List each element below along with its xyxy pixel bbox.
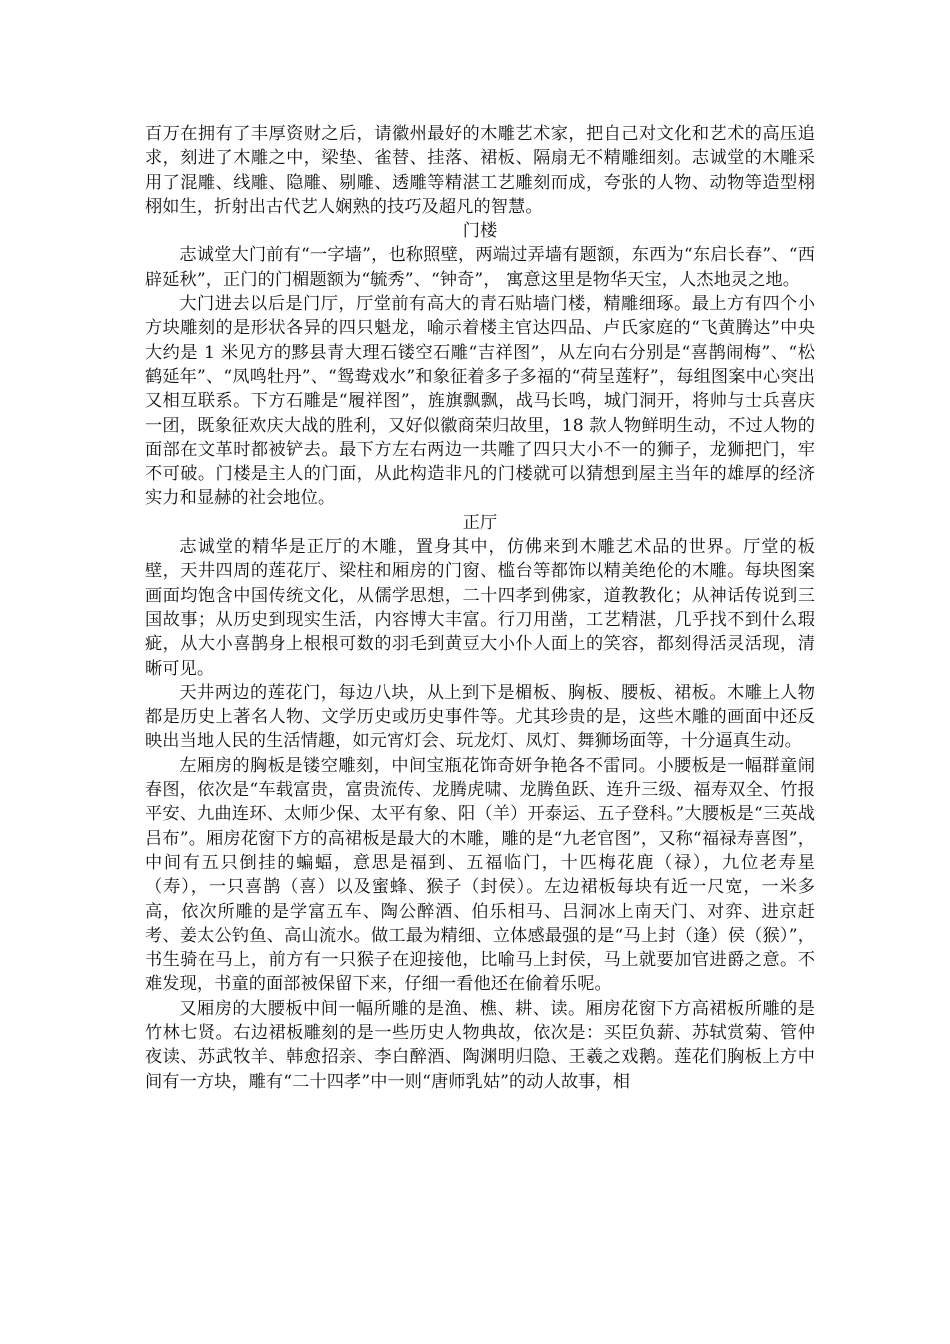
zhengting-paragraph-1: 志诚堂的精华是正厅的木雕，置身其中，仿佛来到木雕艺术品的世界。厅堂的板壁，天井四周的莲花厅、梁柱和厢房的门窗、槛台等都饰以精美绝伦的木雕。每块图案画面均饱含中国传统文化，从儒学思想，二十四孝到佛家，道教教化；从神话传说到三国故事；从历史到现实生活，内容博大丰富。行刀用凿，工艺精湛，几乎找不到什么瑕疵，从大小喜鹊身上根根可数的羽毛到黄豆大小仆人面上的笑容，都刻得活灵活现，清晰可见。 (145, 537, 815, 679)
section-heading-zhengting: 正厅 (462, 512, 498, 533)
intro-paragraph: 百万在拥有了丰厚资财之后，请徽州最好的木雕艺术家，把自己对文化和艺术的高压追求，刻进了木雕之中，梁垫、雀替、挂落、裙板、隔扇无不精雕细刻。志诚堂的木雕采用了混雕、线雕、隐雕、剔雕、透雕等精湛工艺雕刻而成，夸张的人物、动物等造型栩栩如生，折射出古代艺人娴熟的技巧及超凡的智慧。 (145, 124, 815, 217)
document-page (145, 122, 815, 1094)
zhengting-paragraph-3: 左厢房的胸板是镂空雕刻，中间宝瓶花饰奇妍争艳各不雷同。小腰板是一幅群童闹春图，依次是“车载富贵，富贵流传、龙腾虎啸、龙腾鱼跃、连升三级、福寿双全、竹报平安、九曲连环、太师少保、太平有象、阳（羊）开泰运、五子登科。”大腰板是“三英战吕布”。厢房花窗下方的高裙板是最大的木雕，雕的是“九老官图”，又称“福禄寿喜图”，中间有五只倒挂的蝙蝠，意思是福到、五福临门，十匹梅花鹿（禄），九位老寿星（寿），一只喜鹊（喜）以及蜜蜂、猴子（封侯）。左边裙板每块有近一尺宽，一米多高，依次所雕的是学富五车、陶公醉酒、伯乐相马、吕洞冰上南天门、对弈、进京赶考、姜太公钓鱼、高山流水。做工最为精细、立体感最强的是“马上封（逢）侯（猴）”，书生骑在马上，前方有一只猴子在迎接他，比喻马上封侯，马上就要加官进爵之意。不难发现，书童的面部被保留下来，仔细一看他还在偷着乐呢。 (145, 755, 815, 995)
menlou-paragraph-1: 志诚堂大门前有“一字墙”，也称照壁，两端过弄墙有题额，东西为“东启长春”、“西辟延秋”，正门的门楣题额为“毓秀”、“钟奇”， 寓意这里是物华天宝，人杰地灵之地。 (145, 245, 815, 290)
menlou-paragraph-2: 大门进去以后是门厅，厅堂前有高大的青石贴墙门楼，精雕细琢。最上方有四个小方块雕刻的是形状各异的四只魁龙，喻示着楼主官达四品、卢氏家庭的“飞黄腾达”中央大约是 1 米见方的黟县青大理石镂空石雕“吉祥图”，从左向右分别是“喜鹊闹梅”、“松鹤延年”、“凤鸣牡丹”、“鸳鸯戏水”和象征着多子多福的“荷呈莲籽”，每组图案中心突出又相互联系。下方石雕是“履祥图”，旌旗飘飘，战马长鸣，城门洞开，将帅与士兵喜庆一团，既象征欢庆大战的胜利，又好似徽商荣归故里，18 款人物鲜明生动，不过人物的面部在文革时都被铲去。最下方左右两边一共雕了四只大小不一的狮子，龙狮把门，牢不可破。门楼是主人的门面，从此构造非凡的门楼就可以猜想到屋主当年的雄厚的经济实力和显赫的社会地位。 (145, 294, 815, 509)
section-heading-menlou: 门楼 (462, 221, 498, 242)
zhengting-paragraph-4: 又厢房的大腰板中间一幅所雕的是渔、樵、耕、读。厢房花窗下方高裙板所雕的是竹林七贤。右边裙板雕刻的是一些历史人物典故，依次是：买臣负薪、苏轼赏菊、管仲夜读、苏武牧羊、韩愈招亲、李白醉酒、陶渊明归隐、王羲之戏鹅。莲花们胸板上方中间有一方块，雕有“二十四孝”中一则“唐师乳姑”的动人故事，相 (145, 998, 815, 1092)
zhengting-paragraph-2: 天井两边的莲花门，每边八块，从上到下是楣板、胸板、腰板、裙板。木雕上人物都是历史上著名人物、文学历史或历史事件等。尤其珍贵的是，这些木雕的画面中还反映出当地人民的生活情趣，如元宵灯会、玩龙灯、凤灯、舞狮场面等，十分逼真生动。 (145, 682, 815, 752)
